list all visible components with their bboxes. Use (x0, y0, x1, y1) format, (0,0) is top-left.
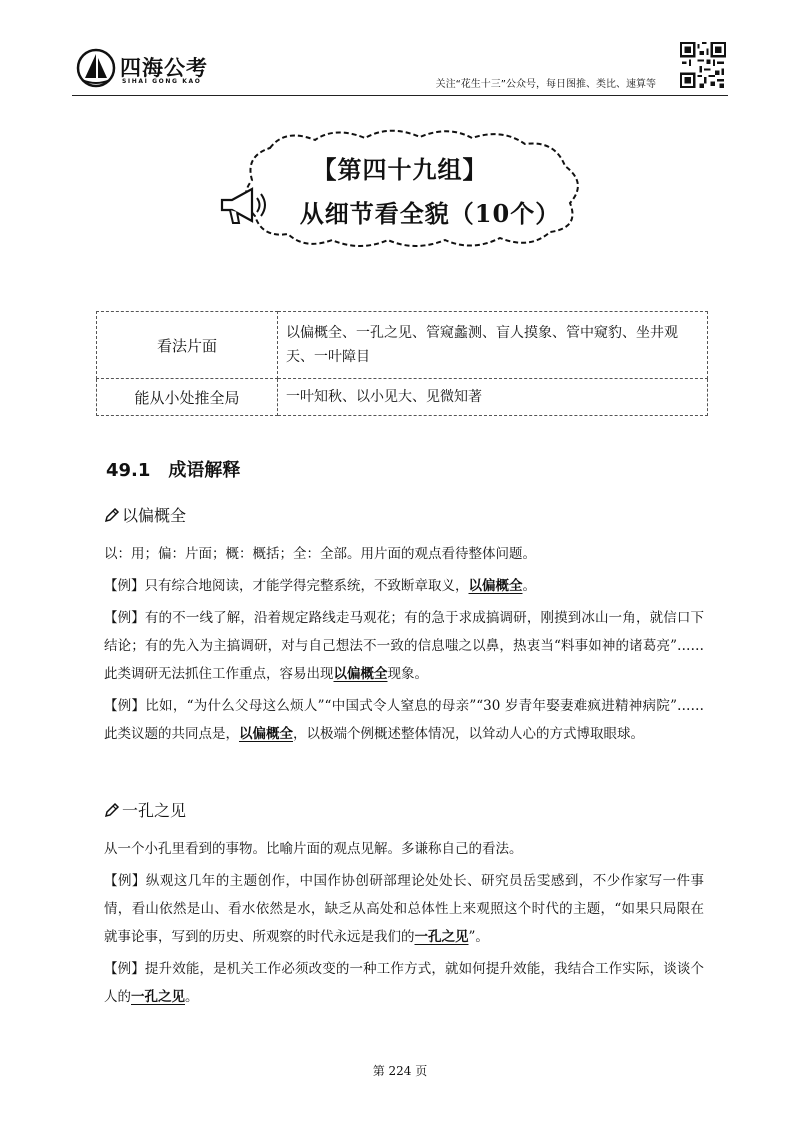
example-paragraph: 【例】比如，“为什么父母这么烦人”“中国式令人窒息的母亲”“30 岁青年娶妻难疯进精神病院”……此类议题的共同点是，以偏概全，以极端个例概述整体情况，以耸动人心的方式博取眼球。 (104, 698, 704, 742)
table-idioms: 以偏概全、一孔之见、管窥蠡测、盲人摸象、管中窥豹、坐井观天、一叶障目 (278, 312, 708, 379)
idiom-title: 以偏概全 (122, 506, 187, 525)
idiom-summary-table (96, 311, 708, 416)
table-category: 能从小处推全局 (97, 379, 278, 416)
idiom-highlight: 以偏概全 (333, 666, 388, 682)
idiom-heading (104, 503, 704, 526)
page-number: 第 224 页 (372, 1064, 428, 1078)
section-heading (106, 456, 240, 482)
qr-code-icon[interactable] (680, 42, 726, 88)
example-paragraph: 【例】有的不一线了解，沿着规定路线走马观花；有的急于求成搞调研，刚摸到冰山一角，就信口下结论；有的先入为主搞调研，对与自己想法不一致的信息嗤之以鼻，热衷当“料事如神的诸葛亮”……此类调研无法抓住工作重点，容易出现以偏概全现象。 (104, 610, 704, 682)
idiom-definition: 以：用；偏：片面；概：概括；全：全部。用片面的观点看待整体问题。 (104, 546, 536, 562)
section-title: 成语解释 (168, 460, 241, 481)
idiom-entry (104, 503, 704, 752)
pencil-icon (104, 802, 120, 818)
idiom-entry (104, 798, 704, 1015)
header-rule (72, 95, 728, 96)
section-number: 49.1 (106, 460, 151, 481)
table-idioms: 一叶知秋、以小见大、见微知著 (278, 379, 708, 416)
sailboat-logo-icon (76, 48, 116, 88)
brand-name: 四海公考 (120, 56, 208, 80)
brand-pinyin: SIHAI GONG KAO (122, 78, 202, 85)
table-row (97, 312, 708, 379)
idiom-heading (104, 798, 704, 821)
example-paragraph: 【例】只有综合地阅读，才能学得完整系统，不致断章取义，以偏概全。 (104, 578, 536, 594)
table-row (97, 379, 708, 416)
idiom-highlight: 以偏概全 (239, 726, 293, 742)
idiom-definition: 从一个小孔里看到的事物。比喻片面的观点见解。多谦称自己的看法。 (104, 841, 523, 857)
header-note: 关注“花生十三”公众号，每日图推、类比、速算等 (435, 79, 656, 90)
table-category: 看法片面 (97, 312, 278, 379)
pencil-icon (104, 507, 120, 523)
idiom-highlight: 以偏概全 (468, 578, 523, 594)
idiom-title: 一孔之见 (122, 801, 187, 820)
group-subtitle: 从细节看全貌（10个） (299, 199, 561, 228)
idiom-highlight: 一孔之见 (131, 989, 185, 1005)
page-header (72, 42, 728, 94)
group-title: 【第四十九组】 (312, 155, 488, 184)
example-paragraph: 【例】纵观这几年的主题创作，中国作协创研部理论处处长、研究员岳雯感到，不少作家写一件事情，看山依然是山、看水依然是水，缺乏从高处和总体性上来观照这个时代的主题，“如果只局限在就事论事，写到的历史、所观察的时代永远是我们的一孔之见”。 (104, 873, 704, 945)
idiom-highlight: 一孔之见 (414, 929, 469, 945)
example-paragraph: 【例】提升效能，是机关工作必须改变的一种工作方式，就如何提升效能，我结合工作实际，谈谈个人的一孔之见。 (104, 961, 704, 1005)
